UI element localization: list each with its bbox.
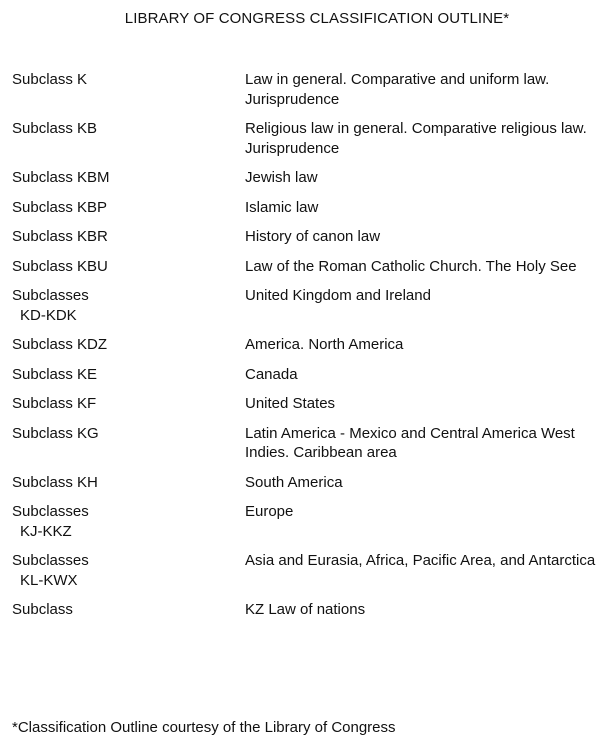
subclass-label bbox=[12, 365, 245, 385]
subclass-name: Subclasses bbox=[12, 503, 89, 520]
outline-row bbox=[12, 551, 614, 590]
subclass-description: Canada bbox=[245, 365, 298, 383]
subclass-name: Subclass KH bbox=[12, 473, 98, 491]
subclass-description: United States bbox=[245, 395, 336, 412]
subclass-name: Subclass KBM bbox=[12, 169, 110, 186]
subclass-description: History of canon law bbox=[245, 228, 381, 245]
subclass-label bbox=[12, 168, 245, 188]
subclass-label bbox=[12, 600, 245, 620]
subclass-description: Asia and Eurasia, Africa, Pacific Area, and Antarctica bbox=[245, 552, 596, 569]
subclass-name: Subclass KB bbox=[12, 120, 98, 137]
subclass-name: Subclass K bbox=[12, 71, 88, 88]
subclass-description: Law in general. Comparative and uniform law. Jurisprudence bbox=[245, 71, 550, 108]
subclass-label bbox=[12, 502, 245, 541]
subclass-label bbox=[12, 70, 245, 109]
outline-row bbox=[12, 424, 614, 463]
outline-row bbox=[12, 198, 614, 218]
subclass-name: Subclass bbox=[12, 601, 73, 618]
classification-outline bbox=[12, 70, 614, 630]
outline-row bbox=[12, 286, 614, 325]
outline-row bbox=[12, 502, 614, 541]
subclass-label bbox=[12, 198, 245, 218]
outline-row bbox=[12, 70, 614, 109]
subclass-name: Subclass KDZ bbox=[12, 336, 108, 353]
subclass-name: Subclass KG bbox=[12, 424, 99, 442]
subclass-name: Subclass KBR bbox=[12, 228, 108, 245]
outline-row bbox=[12, 257, 614, 277]
subclass-name: Subclasses bbox=[12, 552, 89, 569]
subclass-description: KZ Law of nations bbox=[245, 601, 366, 618]
subclass-name: Subclass KF bbox=[12, 395, 97, 412]
subclass-label bbox=[12, 257, 245, 277]
subclass-description: Islamic law bbox=[245, 198, 319, 216]
outline-row bbox=[12, 335, 614, 355]
subclass-description: United Kingdom and Ireland bbox=[245, 287, 431, 304]
subclass-label bbox=[12, 119, 245, 158]
outline-row bbox=[12, 394, 614, 414]
outline-row bbox=[12, 600, 614, 620]
outline-row bbox=[12, 473, 614, 493]
subclass-label bbox=[12, 424, 245, 463]
subclass-label bbox=[12, 394, 245, 414]
subclass-code: KD-KDK bbox=[20, 306, 77, 324]
outline-row bbox=[12, 119, 614, 158]
subclass-label bbox=[12, 551, 245, 590]
subclass-description: Europe bbox=[245, 503, 294, 520]
subclass-description: Law of the Roman Catholic Church. The Holy See bbox=[245, 257, 577, 275]
subclass-description: Jewish law bbox=[245, 169, 318, 186]
subclass-code: KJ-KKZ bbox=[20, 522, 72, 540]
subclass-name: Subclass KE bbox=[12, 365, 98, 383]
subclass-description: America. North America bbox=[245, 336, 404, 353]
subclass-label bbox=[12, 335, 245, 355]
subclass-name: Subclass KBP bbox=[12, 198, 108, 216]
outline-row bbox=[12, 168, 614, 188]
outline-row bbox=[12, 365, 614, 385]
subclass-code: KL-KWX bbox=[20, 571, 78, 589]
subclass-label bbox=[12, 286, 245, 325]
footnote: *Classification Outline courtesy of the Library of Congress bbox=[12, 719, 396, 736]
subclass-label bbox=[12, 473, 245, 493]
page-title: LIBRARY OF CONGRESS CLASSIFICATION OUTLINE* bbox=[124, 10, 510, 27]
outline-row bbox=[12, 227, 614, 247]
subclass-description: South America bbox=[245, 473, 343, 491]
subclass-description: Religious law in general. Comparative religious law. Jurisprudence bbox=[245, 120, 587, 157]
subclass-description: Latin America - Mexico and Central America West Indies. Caribbean area bbox=[245, 424, 575, 461]
subclass-name: Subclasses bbox=[12, 287, 89, 304]
subclass-label bbox=[12, 227, 245, 247]
subclass-name: Subclass KBU bbox=[12, 257, 108, 275]
